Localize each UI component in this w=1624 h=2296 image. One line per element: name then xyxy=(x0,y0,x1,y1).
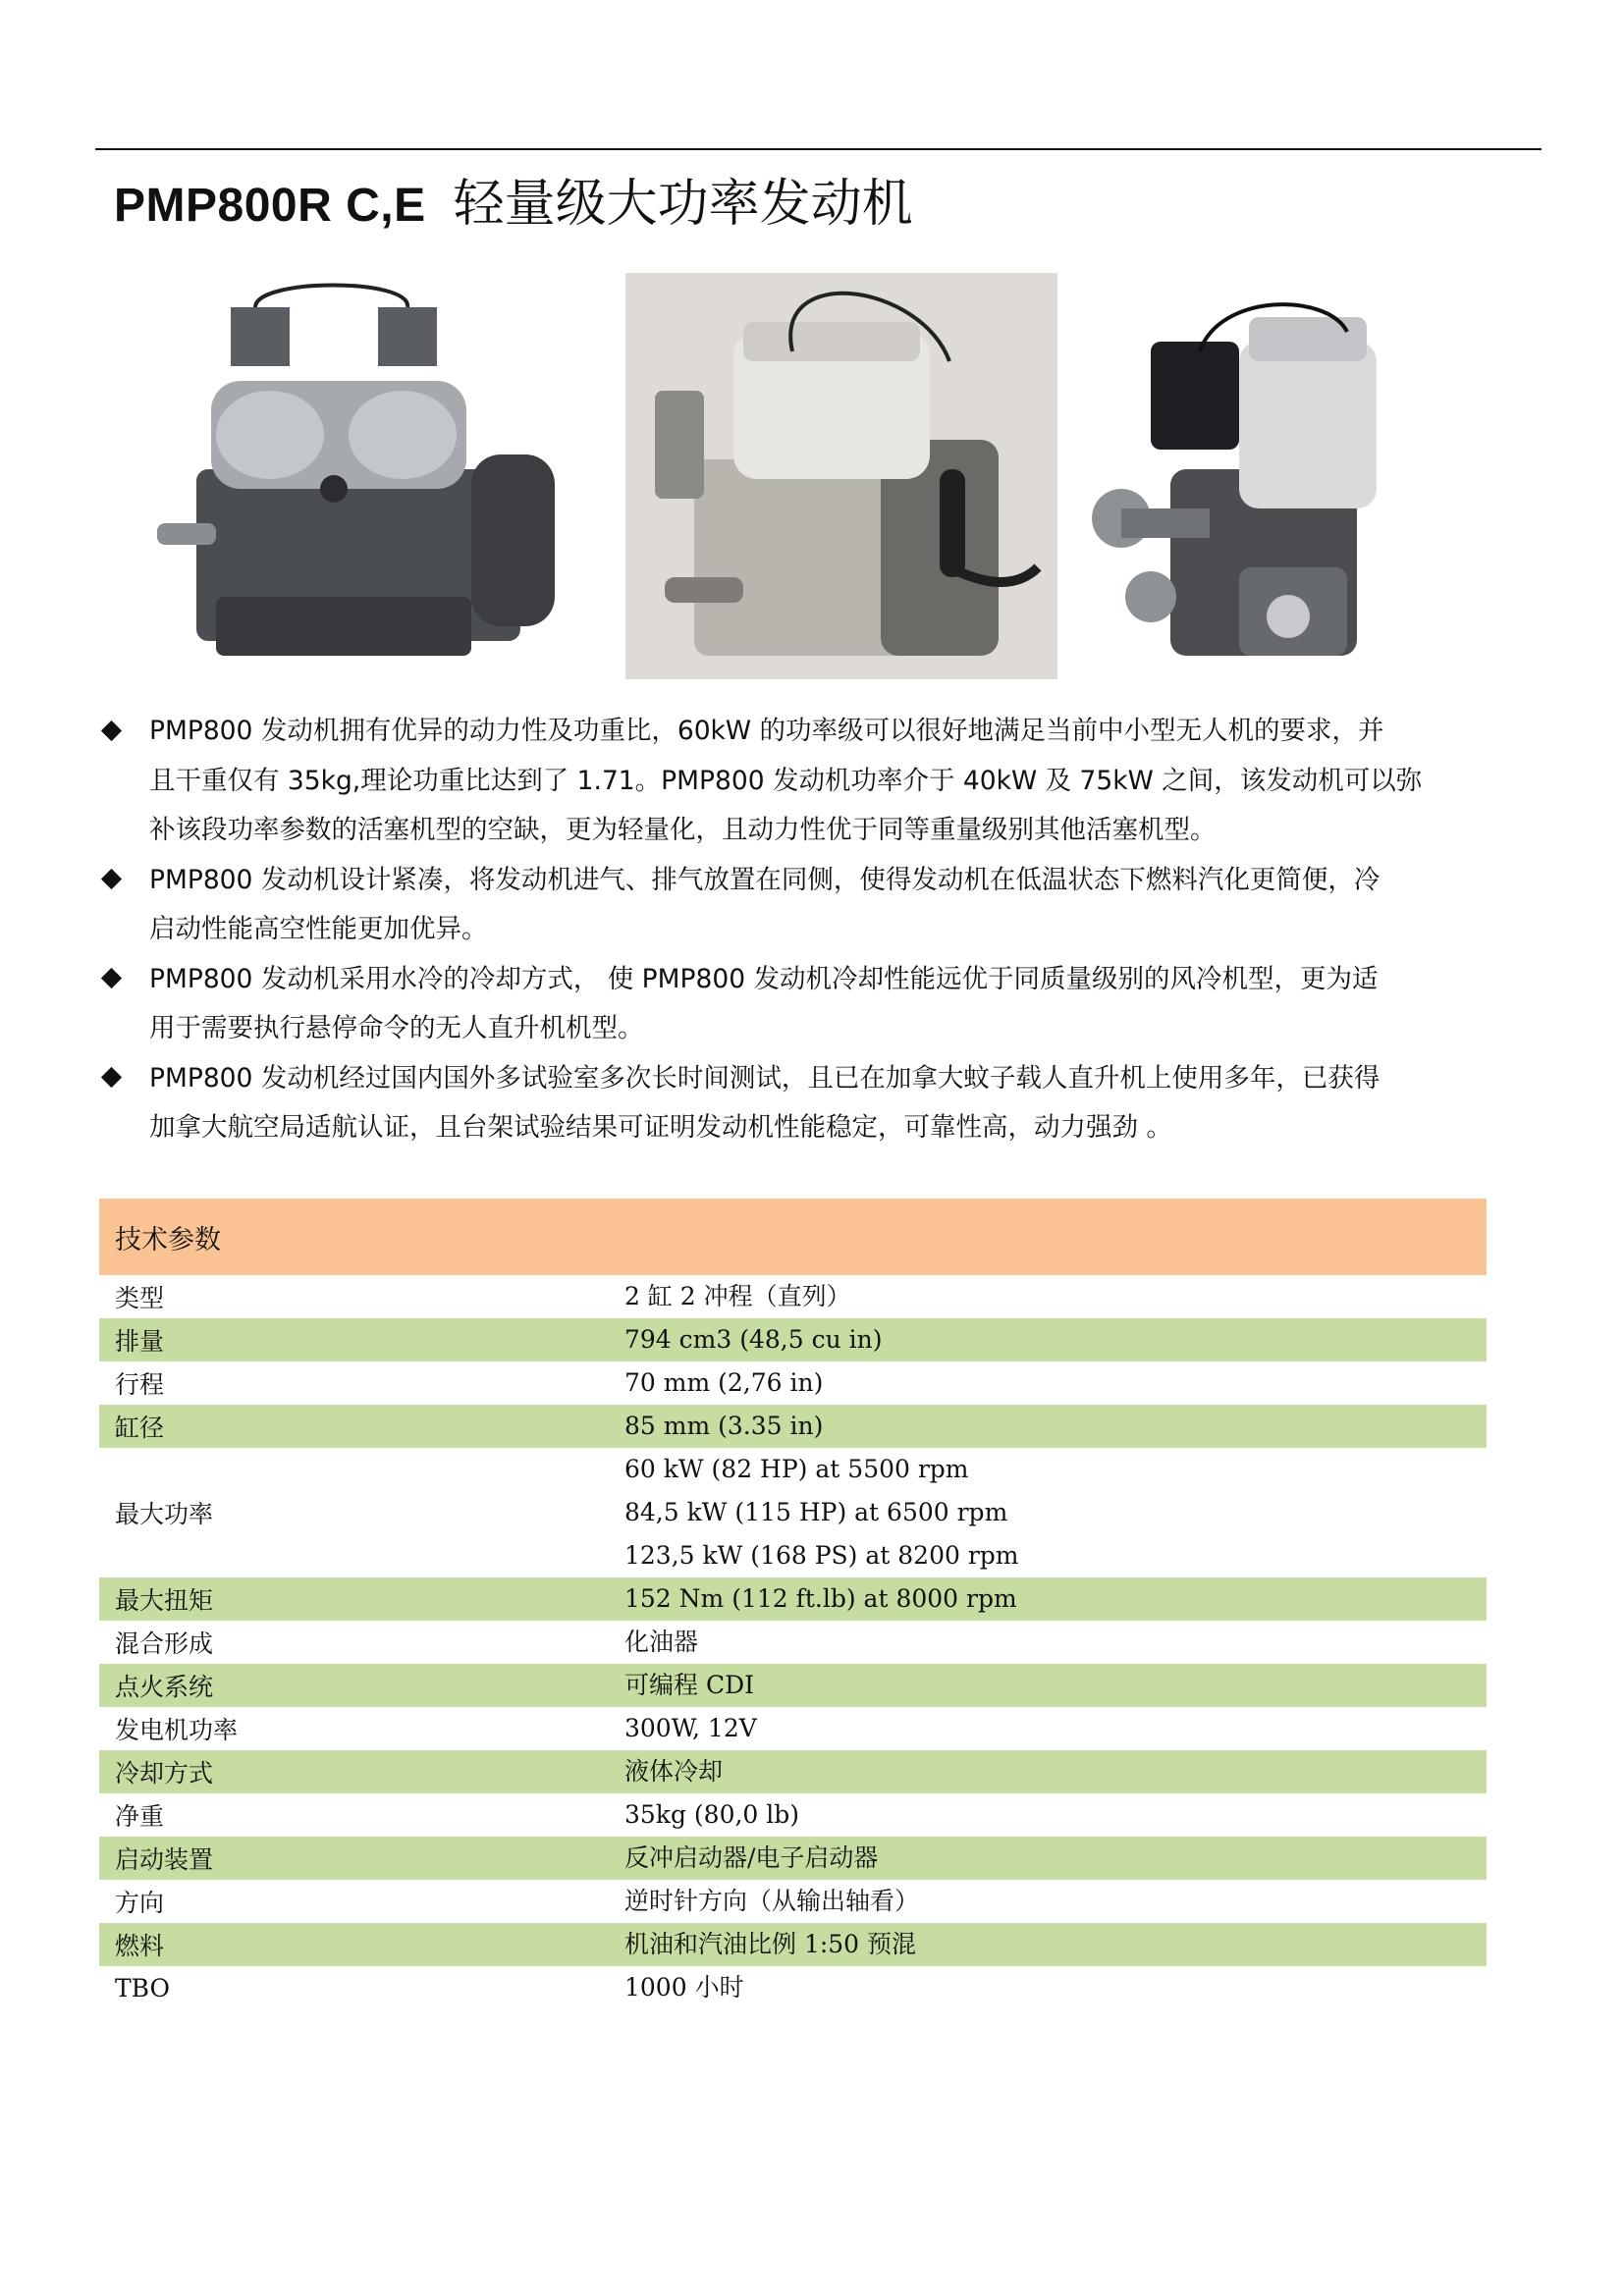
spec-label: 发电机功率 xyxy=(115,1716,239,1744)
spec-value: 逆时针方向（从输出轴看） xyxy=(624,1887,920,1915)
title-cn: 轻量级大功率发动机 xyxy=(453,175,913,234)
page-title xyxy=(114,162,913,240)
table-row xyxy=(99,1750,1487,1793)
spec-value: 可编程 CDI xyxy=(624,1671,754,1699)
feature-item: PMP800 发动机设计紧凑，将发动机进气、排气放置在同侧，使得发动机在低温状态下燃料汽化更简便，冷 启动性能高空性能更加优异。 xyxy=(98,856,1532,955)
spec-value: 152 Nm (112 ft.lb) at 8000 rpm xyxy=(624,1584,1017,1613)
table-row xyxy=(99,1966,1487,2009)
top-rule xyxy=(95,148,1542,150)
spec-value: 300W, 12V xyxy=(624,1714,757,1742)
spec-value: 70 mm (2,76 in) xyxy=(624,1368,824,1397)
engine-photo-side xyxy=(625,273,1057,679)
spec-label: 点火系统 xyxy=(115,1673,214,1701)
spec-label: 缸径 xyxy=(115,1414,165,1442)
table-row xyxy=(99,1880,1487,1923)
spec-label: 净重 xyxy=(115,1802,165,1831)
spec-label: TBO xyxy=(115,1973,171,2002)
spec-label: 启动装置 xyxy=(115,1845,214,1874)
spec-value: 84,5 kW (115 HP) at 6500 rpm xyxy=(624,1498,1008,1526)
diamond-bullet-icon xyxy=(98,707,149,754)
engine-photo-angled xyxy=(1082,273,1406,679)
table-row xyxy=(99,1577,1487,1621)
model-name: PMP800R C,E xyxy=(114,180,426,232)
diamond-bullet-icon xyxy=(98,955,149,1002)
spec-label: 混合形成 xyxy=(115,1629,214,1658)
table-row xyxy=(99,1923,1487,1966)
spec-value: 反冲启动器/电子启动器 xyxy=(624,1843,879,1872)
spec-value: 35kg (80,0 lb) xyxy=(624,1800,800,1829)
table-row xyxy=(99,1707,1487,1750)
spec-label: 最大功率 xyxy=(115,1500,214,1528)
spec-label: 燃料 xyxy=(115,1932,165,1960)
table-row xyxy=(99,1405,1487,1448)
spec-value: 794 cm3 (48,5 cu in) xyxy=(624,1325,883,1354)
table-row xyxy=(99,1793,1487,1837)
spec-value: 123,5 kW (168 PS) at 8200 rpm xyxy=(624,1541,1019,1570)
spec-value: 化油器 xyxy=(624,1628,699,1656)
spec-label: 冷却方式 xyxy=(115,1759,214,1788)
spec-value: 1000 小时 xyxy=(624,1973,744,2002)
table-row xyxy=(99,1448,1487,1577)
spec-value: 2 缸 2 冲程（直列） xyxy=(624,1282,851,1310)
spec-label: 类型 xyxy=(115,1284,165,1312)
spec-label: 最大扭矩 xyxy=(115,1586,214,1615)
table-row xyxy=(99,1664,1487,1707)
spec-value: 液体冷却 xyxy=(624,1757,724,1786)
table-row xyxy=(99,1621,1487,1664)
feature-item: PMP800 发动机拥有优异的动力性及功重比，60kW 的功率级可以很好地满足当前中小型无人机的要求，并 且干重仅有 35kg,理论功重比达到了 1.71。PMP800 发动机功率介于 40kW 及 75kW 之间，该发动机可以弥 补该段功率参数的活塞机型的空缺，更为轻量化，且动力性优于同等重量级别其他活塞机型。 xyxy=(98,707,1532,856)
spec-label: 行程 xyxy=(115,1370,165,1399)
feature-item: PMP800 发动机经过国内国外多试验室多次长时间测试，且已在加拿大蚊子载人直升机上使用多年，已获得 加拿大航空局适航认证，且台架试验结果可证明发动机性能稳定，可靠性高，动力强劲 。 xyxy=(98,1054,1532,1153)
spec-value: 85 mm (3.35 in) xyxy=(624,1412,824,1440)
diamond-bullet-icon xyxy=(98,1054,149,1101)
spec-table-heading: 技术参数 xyxy=(99,1199,1487,1275)
spec-label: 方向 xyxy=(115,1889,165,1917)
table-row xyxy=(99,1837,1487,1880)
engine-photo-front xyxy=(157,273,569,679)
spec-value: 机油和汽油比例 1:50 预混 xyxy=(624,1930,917,1958)
spec-label: 排量 xyxy=(115,1327,165,1356)
spec-value: 60 kW (82 HP) at 5500 rpm xyxy=(624,1455,969,1483)
table-row xyxy=(99,1362,1487,1405)
spec-table xyxy=(99,1199,1487,2009)
diamond-bullet-icon xyxy=(98,856,149,903)
feature-list xyxy=(98,707,1532,1153)
feature-item: PMP800 发动机采用水冷的冷却方式， 使 PMP800 发动机冷却性能远优于同质量级别的风冷机型，更为适 用于需要执行悬停命令的无人直升机机型。 xyxy=(98,955,1532,1054)
table-row xyxy=(99,1318,1487,1362)
table-row xyxy=(99,1275,1487,1318)
